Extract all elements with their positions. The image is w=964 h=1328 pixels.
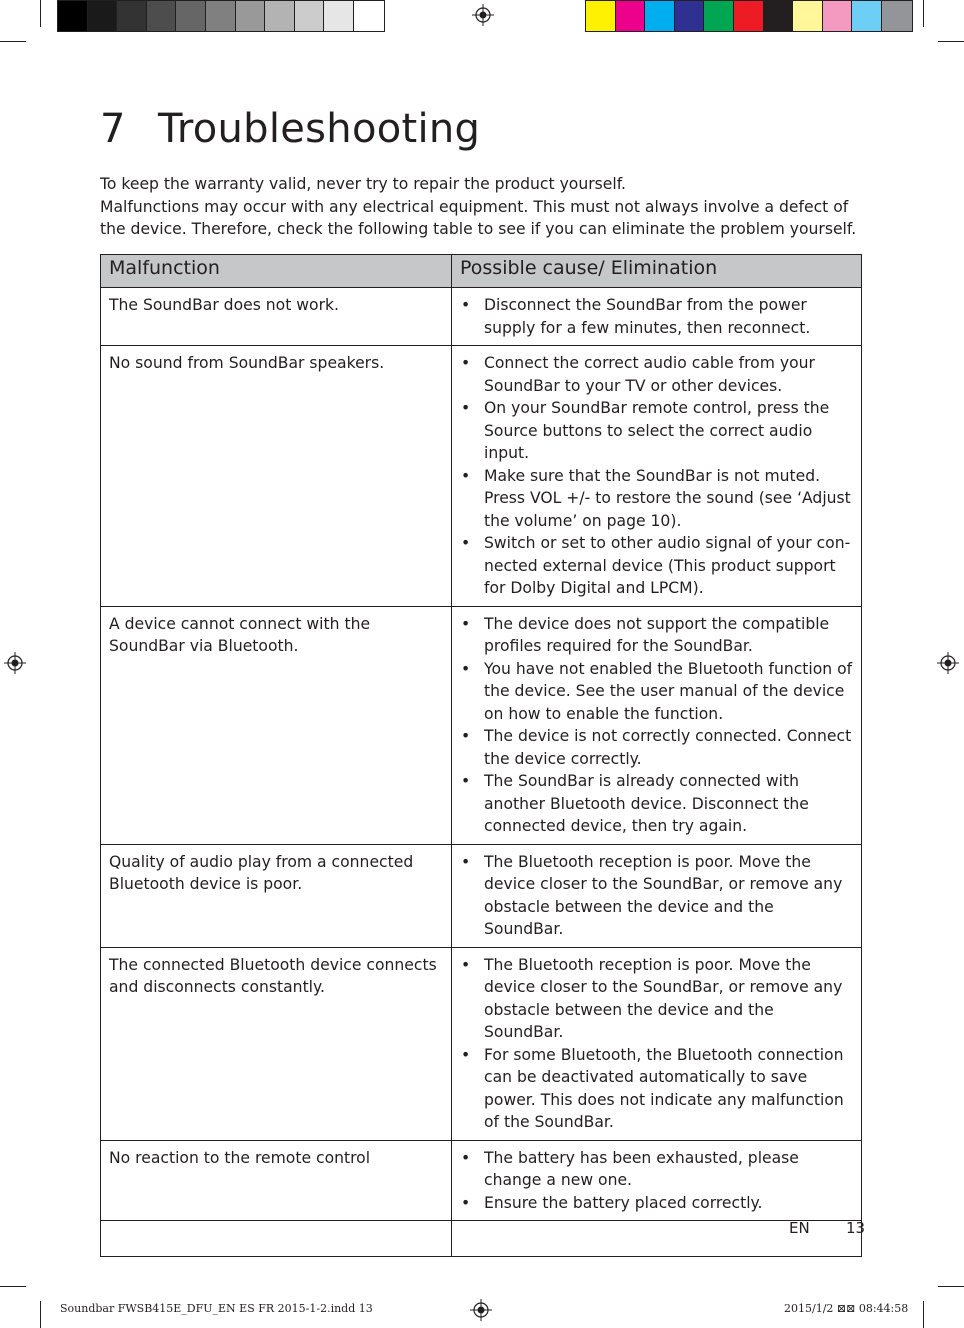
cause-cell: [452, 346, 862, 607]
color-swatch: [58, 1, 88, 31]
color-swatch: [823, 1, 853, 31]
color-swatch: [734, 1, 764, 31]
cause-list: [460, 294, 855, 339]
cause-list: [460, 352, 855, 600]
cause-text: On your SoundBar remote control, press the Source buttons to select the correct audio input.: [484, 399, 830, 462]
crop-mark: [40, 0, 41, 27]
cause-text: You have not enabled the Bluetooth function of the device. See the user manual of the device on how to enable the function.: [484, 659, 853, 723]
page-number: 13: [846, 1219, 866, 1237]
table-row: [101, 288, 862, 346]
color-swatch: [675, 1, 705, 31]
malfunction-cell: A device cannot connect with the SoundBar via Bluetooth.: [101, 606, 452, 844]
cause-text: The Bluetooth reception is poor. Move the device closer to the SoundBar, or remove any obstacle between the device and the SoundBar.: [484, 955, 843, 1041]
cause-cell: [452, 1140, 862, 1221]
cause-text: Switch or set to other audio signal of your con-nected external device (This product support for Dolby Digital and LPCM).: [484, 534, 851, 597]
color-swatch: [324, 1, 354, 31]
registration-mark-icon: [937, 652, 959, 674]
color-swatch: [852, 1, 882, 31]
cause-item: [460, 851, 855, 941]
intro-paragraph: To keep the warranty valid, never try to repair the product yourself.: [100, 175, 627, 193]
registration-mark-icon: [4, 652, 26, 674]
cause-list: [460, 851, 855, 941]
cause-text: The Bluetooth reception is poor. Move the device closer to the SoundBar, or remove any obstacle between the device and the SoundBar.: [484, 852, 843, 938]
section-number: 7: [100, 106, 126, 152]
cause-item: [460, 294, 855, 339]
color-swatch: [176, 1, 206, 31]
malfunction-cell: Quality of audio play from a connected Bluetooth device is poor.: [101, 844, 452, 947]
empty-table-row: [101, 1221, 862, 1257]
crop-mark: [938, 41, 964, 42]
color-swatch: [265, 1, 295, 31]
cause-item: [460, 532, 855, 600]
color-swatch: [354, 1, 384, 31]
cause-text: Ensure the battery placed correctly.: [484, 1193, 763, 1212]
malfunction-cell: The connected Bluetooth device connects and disconnects constantly.: [101, 947, 452, 1140]
intro-paragraph: Malfunctions may occur with any electrical equipment. This must not always involve a defect of the device. Therefore, check the following table to see if you can eliminate the problem yourself.: [100, 197, 857, 238]
registration-mark-icon: [470, 1299, 492, 1321]
table-row: [101, 346, 862, 607]
gray-scale-bar: [57, 0, 385, 32]
cause-text: The device does not support the compatible profiles required for the SoundBar.: [484, 614, 830, 655]
crop-mark: [938, 1286, 964, 1287]
color-bar: [585, 0, 913, 32]
malfunction-cell: No reaction to the remote control: [101, 1140, 452, 1221]
color-swatch: [793, 1, 823, 31]
color-swatch: [645, 1, 675, 31]
cause-list: [460, 1147, 855, 1215]
cause-item: [460, 1044, 855, 1134]
cause-list: [460, 613, 855, 838]
table-row: [101, 844, 862, 947]
color-swatch: [236, 1, 266, 31]
color-swatch: [882, 1, 912, 31]
malfunction-cell: No sound from SoundBar speakers.: [101, 346, 452, 607]
cause-item: [460, 613, 855, 658]
column-header-malfunction: Malfunction: [101, 255, 452, 288]
cause-item: [460, 1147, 855, 1192]
cause-text: The device is not correctly connected. Connect the device correctly.: [484, 727, 852, 768]
cause-item: [460, 954, 855, 1044]
crop-mark: [0, 1286, 26, 1287]
color-swatch: [586, 1, 616, 31]
color-swatch: [147, 1, 177, 31]
section-title: Troubleshooting: [158, 106, 481, 152]
cause-item: [460, 725, 855, 770]
table-row: [101, 947, 862, 1140]
footer-language: EN: [789, 1219, 810, 1237]
cause-text: For some Bluetooth, the Bluetooth connection can be deactivated automatically to save power. This does not indicate any malfunction of the SoundBar.: [484, 1045, 844, 1131]
cause-item: [460, 1192, 855, 1215]
table-row: [101, 1140, 862, 1221]
crop-mark: [0, 41, 26, 42]
color-swatch: [616, 1, 646, 31]
cause-cell: [452, 844, 862, 947]
print-slug-date: 2015/1/2 ⊠⊠ 08:44:58: [784, 1302, 909, 1315]
cause-text: Make sure that the SoundBar is not muted. Press VOL +/- to restore the sound (see ‘Adjust the volume’ on page 10).: [484, 466, 851, 530]
cause-item: [460, 352, 855, 397]
crop-mark: [923, 1301, 924, 1328]
cause-item: [460, 465, 855, 533]
color-swatch: [117, 1, 147, 31]
troubleshooting-table: [100, 254, 862, 1257]
table-header-row: [101, 255, 862, 288]
column-header-cause: Possible cause/ Elimination: [452, 255, 862, 288]
cause-text: The battery has been exhausted, please change a new one.: [484, 1148, 799, 1189]
color-swatch: [704, 1, 734, 31]
cause-item: [460, 658, 855, 726]
cause-item: [460, 770, 855, 838]
cause-cell: [452, 288, 862, 346]
registration-mark-icon: [472, 4, 494, 26]
page-title: [100, 104, 480, 154]
color-swatch: [295, 1, 325, 31]
table-row: [101, 606, 862, 844]
cause-cell: [452, 606, 862, 844]
crop-mark: [923, 0, 924, 27]
cause-list: [460, 954, 855, 1134]
print-slug-file: Soundbar FWSB415E_DFU_EN ES FR 2015-1-2.indd 13: [60, 1302, 373, 1315]
cause-text: Connect the correct audio cable from your SoundBar to your TV or other devices.: [484, 354, 815, 395]
color-swatch: [764, 1, 794, 31]
malfunction-cell: The SoundBar does not work.: [101, 288, 452, 346]
cause-text: Disconnect the SoundBar from the power supply for a few minutes, then reconnect.: [484, 296, 811, 337]
cause-text: The SoundBar is already connected with another Bluetooth device. Disconnect the connected device, then try again.: [484, 772, 809, 835]
crop-mark: [40, 1301, 41, 1328]
cause-cell: [452, 947, 862, 1140]
cause-item: [460, 397, 855, 465]
color-swatch: [88, 1, 118, 31]
color-swatch: [206, 1, 236, 31]
intro-text: [100, 173, 870, 241]
empty-cell: [101, 1221, 452, 1257]
